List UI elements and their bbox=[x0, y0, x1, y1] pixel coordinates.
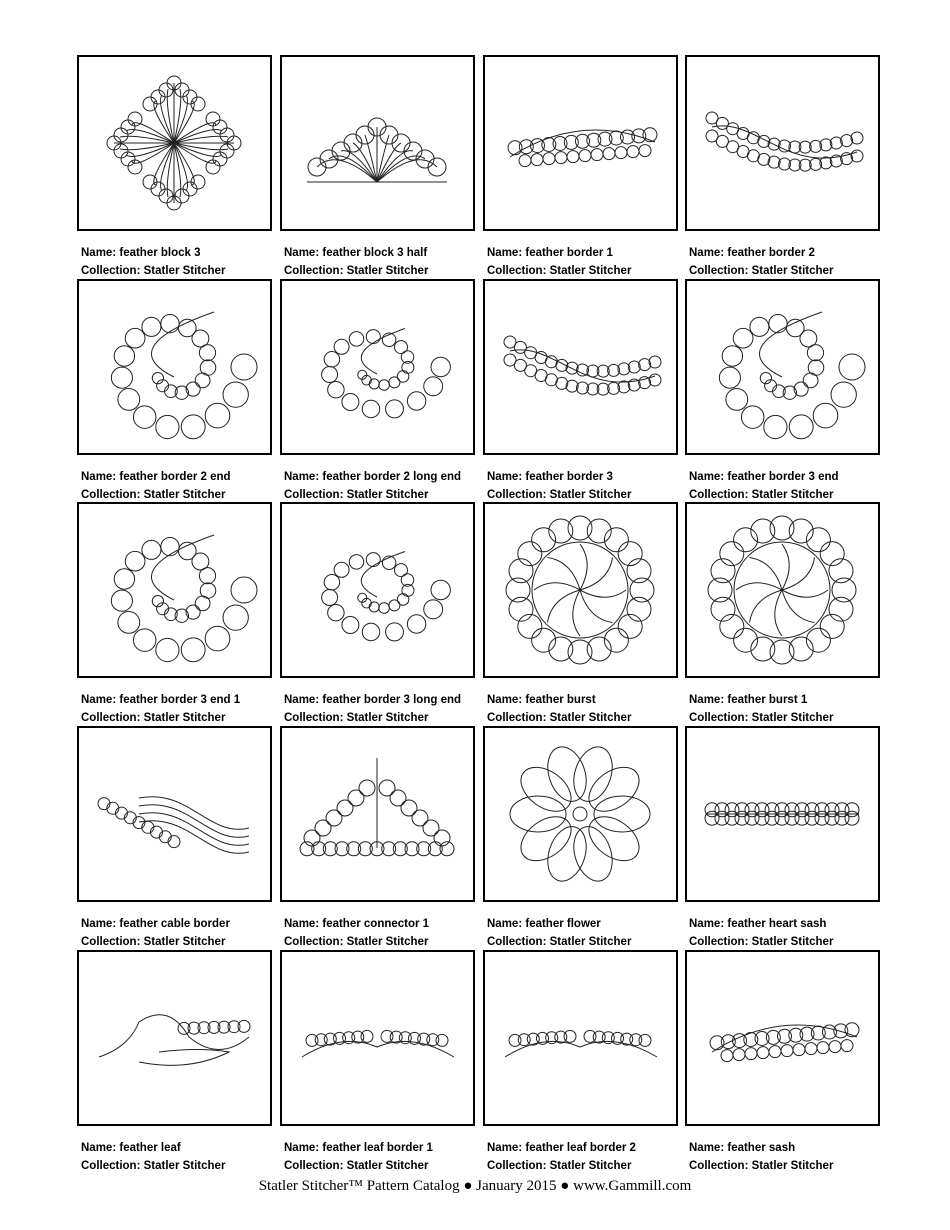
pattern-thumbnail bbox=[280, 726, 475, 902]
pattern-name-line: Name: feather heart sash bbox=[689, 918, 827, 930]
pattern-name: feather leaf border 1 bbox=[322, 1142, 433, 1154]
pattern-collection-line: Collection: Statler Stitcher bbox=[81, 936, 226, 948]
name-label: Name bbox=[487, 471, 519, 483]
pattern-name: feather border 3 end bbox=[727, 471, 839, 483]
pattern-name: feather leaf border 2 bbox=[525, 1142, 636, 1154]
pattern-thumbnail bbox=[685, 55, 880, 231]
pattern-meta bbox=[81, 468, 281, 504]
collection-label: Collection bbox=[689, 712, 745, 724]
pattern-name-line: Name: feather cable border bbox=[81, 918, 230, 930]
pattern-name: feather flower bbox=[525, 918, 601, 930]
pattern-collection-line: Collection: Statler Stitcher bbox=[487, 265, 632, 277]
pattern-meta bbox=[689, 244, 889, 280]
pattern-thumbnail bbox=[77, 55, 272, 231]
pattern-collection: Statler Stitcher bbox=[143, 712, 226, 724]
pattern-name-line: Name: feather block 3 half bbox=[284, 247, 428, 259]
pattern-collection: Statler Stitcher bbox=[346, 936, 429, 948]
pattern-name-line: Name: feather connector 1 bbox=[284, 918, 430, 930]
collection-label: Collection bbox=[81, 936, 137, 948]
collection-label: Collection bbox=[689, 936, 745, 948]
pattern-drawing bbox=[282, 952, 473, 1124]
pattern-drawing bbox=[485, 281, 676, 453]
pattern-collection-line: Collection: Statler Stitcher bbox=[81, 489, 226, 501]
pattern-meta bbox=[284, 691, 484, 727]
pattern-drawing bbox=[79, 504, 270, 676]
pattern-name: feather border 2 end bbox=[119, 471, 231, 483]
pattern-collection: Statler Stitcher bbox=[751, 1160, 834, 1172]
pattern-collection-line: Collection: Statler Stitcher bbox=[689, 1160, 834, 1172]
pattern-collection-line: Collection: Statler Stitcher bbox=[487, 489, 632, 501]
collection-label: Collection bbox=[284, 489, 340, 501]
name-label: Name bbox=[487, 247, 519, 259]
pattern-collection: Statler Stitcher bbox=[346, 489, 429, 501]
pattern-collection-line: Collection: Statler Stitcher bbox=[689, 489, 834, 501]
pattern-collection: Statler Stitcher bbox=[346, 1160, 429, 1172]
pattern-collection-line: Collection: Statler Stitcher bbox=[689, 936, 834, 948]
pattern-name: feather leaf bbox=[119, 1142, 181, 1154]
pattern-drawing bbox=[282, 281, 473, 453]
pattern-meta bbox=[81, 691, 281, 727]
collection-label: Collection bbox=[81, 712, 137, 724]
collection-label: Collection bbox=[689, 489, 745, 501]
pattern-collection: Statler Stitcher bbox=[346, 265, 429, 277]
pattern-thumbnail bbox=[77, 279, 272, 455]
name-label: Name bbox=[689, 247, 721, 259]
pattern-thumbnail bbox=[685, 726, 880, 902]
collection-label: Collection bbox=[487, 712, 543, 724]
pattern-collection-line: Collection: Statler Stitcher bbox=[284, 265, 429, 277]
pattern-drawing bbox=[485, 57, 676, 229]
pattern-thumbnail bbox=[280, 279, 475, 455]
pattern-name: feather block 3 half bbox=[322, 247, 428, 259]
pattern-name-line: Name: feather border 3 end 1 bbox=[81, 694, 241, 706]
pattern-name: feather burst bbox=[525, 694, 596, 706]
name-label: Name bbox=[689, 694, 721, 706]
pattern-collection-line: Collection: Statler Stitcher bbox=[284, 489, 429, 501]
pattern-name-line: Name: feather leaf border 1 bbox=[284, 1142, 433, 1154]
pattern-meta bbox=[487, 244, 687, 280]
pattern-collection: Statler Stitcher bbox=[143, 489, 226, 501]
pattern-meta bbox=[487, 915, 687, 951]
pattern-name-line: Name: feather sash bbox=[689, 1142, 796, 1154]
pattern-drawing bbox=[282, 728, 473, 900]
pattern-name-line: Name: feather border 3 end bbox=[689, 471, 839, 483]
pattern-collection: Statler Stitcher bbox=[549, 1160, 632, 1172]
pattern-thumbnail bbox=[685, 950, 880, 1126]
pattern-name-line: Name: feather leaf bbox=[81, 1142, 181, 1154]
pattern-drawing bbox=[79, 952, 270, 1124]
pattern-thumbnail bbox=[483, 279, 678, 455]
pattern-meta bbox=[487, 691, 687, 727]
pattern-collection: Statler Stitcher bbox=[143, 936, 226, 948]
pattern-thumbnail bbox=[685, 502, 880, 678]
pattern-name-line: Name: feather border 2 long end bbox=[284, 471, 462, 483]
pattern-name: feather border 2 bbox=[727, 247, 815, 259]
pattern-drawing bbox=[485, 728, 676, 900]
name-label: Name bbox=[689, 1142, 721, 1154]
name-label: Name bbox=[81, 247, 113, 259]
collection-label: Collection bbox=[487, 936, 543, 948]
pattern-collection-line: Collection: Statler Stitcher bbox=[487, 936, 632, 948]
pattern-name: feather block 3 bbox=[119, 247, 201, 259]
name-label: Name bbox=[487, 694, 519, 706]
pattern-meta bbox=[689, 468, 889, 504]
pattern-drawing bbox=[687, 504, 878, 676]
pattern-thumbnail bbox=[77, 726, 272, 902]
pattern-drawing bbox=[687, 952, 878, 1124]
pattern-collection: Statler Stitcher bbox=[751, 265, 834, 277]
pattern-name-line: Name: feather block 3 bbox=[81, 247, 201, 259]
pattern-drawing bbox=[687, 57, 878, 229]
pattern-name-line: Name: feather border 3 bbox=[487, 471, 613, 483]
pattern-drawing bbox=[282, 57, 473, 229]
pattern-meta bbox=[689, 1139, 889, 1175]
pattern-drawing bbox=[687, 728, 878, 900]
collection-label: Collection bbox=[81, 489, 137, 501]
pattern-collection: Statler Stitcher bbox=[751, 712, 834, 724]
pattern-name: feather sash bbox=[727, 1142, 796, 1154]
pattern-drawing bbox=[687, 281, 878, 453]
pattern-thumbnail bbox=[280, 55, 475, 231]
name-label: Name bbox=[284, 918, 316, 930]
catalog-footer: Statler Stitcher™ Pattern Catalog ● January 2015 ● www.Gammill.com bbox=[258, 1178, 692, 1194]
pattern-name-line: Name: feather border 3 long end bbox=[284, 694, 462, 706]
name-label: Name bbox=[81, 471, 113, 483]
pattern-collection-line: Collection: Statler Stitcher bbox=[487, 1160, 632, 1172]
pattern-thumbnail bbox=[280, 502, 475, 678]
name-label: Name bbox=[81, 918, 113, 930]
pattern-meta bbox=[689, 915, 889, 951]
pattern-name: feather border 3 end 1 bbox=[119, 694, 241, 706]
pattern-drawing bbox=[79, 728, 270, 900]
pattern-collection: Statler Stitcher bbox=[549, 936, 632, 948]
pattern-name: feather connector 1 bbox=[322, 918, 430, 930]
pattern-collection: Statler Stitcher bbox=[549, 489, 632, 501]
name-label: Name bbox=[284, 471, 316, 483]
pattern-drawing bbox=[282, 504, 473, 676]
collection-label: Collection bbox=[689, 1160, 745, 1172]
name-label: Name bbox=[487, 1142, 519, 1154]
pattern-meta bbox=[487, 1139, 687, 1175]
name-label: Name bbox=[284, 1142, 316, 1154]
pattern-collection: Statler Stitcher bbox=[549, 712, 632, 724]
pattern-meta bbox=[81, 244, 281, 280]
pattern-name-line: Name: feather border 2 bbox=[689, 247, 815, 259]
pattern-name: feather border 3 long end bbox=[322, 694, 462, 706]
pattern-thumbnail bbox=[483, 502, 678, 678]
collection-label: Collection bbox=[487, 265, 543, 277]
pattern-meta bbox=[689, 691, 889, 727]
pattern-drawing bbox=[485, 504, 676, 676]
pattern-meta bbox=[81, 915, 281, 951]
pattern-collection-line: Collection: Statler Stitcher bbox=[81, 712, 226, 724]
pattern-meta bbox=[284, 244, 484, 280]
pattern-meta bbox=[284, 915, 484, 951]
pattern-name: feather border 3 bbox=[525, 471, 613, 483]
pattern-drawing bbox=[485, 952, 676, 1124]
pattern-drawing bbox=[79, 57, 270, 229]
name-label: Name bbox=[284, 247, 316, 259]
pattern-collection: Statler Stitcher bbox=[143, 1160, 226, 1172]
pattern-collection-line: Collection: Statler Stitcher bbox=[284, 936, 429, 948]
pattern-collection-line: Collection: Statler Stitcher bbox=[284, 712, 429, 724]
pattern-name-line: Name: feather border 2 end bbox=[81, 471, 231, 483]
name-label: Name bbox=[284, 694, 316, 706]
pattern-thumbnail bbox=[483, 950, 678, 1126]
pattern-meta bbox=[284, 468, 484, 504]
pattern-name-line: Name: feather burst bbox=[487, 694, 596, 706]
pattern-collection: Statler Stitcher bbox=[346, 712, 429, 724]
pattern-name: feather heart sash bbox=[727, 918, 827, 930]
name-label: Name bbox=[689, 471, 721, 483]
collection-label: Collection bbox=[689, 265, 745, 277]
pattern-name-line: Name: feather flower bbox=[487, 918, 601, 930]
pattern-name: feather cable border bbox=[119, 918, 230, 930]
pattern-collection-line: Collection: Statler Stitcher bbox=[487, 712, 632, 724]
collection-label: Collection bbox=[487, 1160, 543, 1172]
pattern-meta bbox=[81, 1139, 281, 1175]
pattern-name-line: Name: feather burst 1 bbox=[689, 694, 808, 706]
pattern-name-line: Name: feather leaf border 2 bbox=[487, 1142, 636, 1154]
pattern-collection-line: Collection: Statler Stitcher bbox=[81, 265, 226, 277]
pattern-thumbnail bbox=[685, 279, 880, 455]
pattern-thumbnail bbox=[280, 950, 475, 1126]
name-label: Name bbox=[487, 918, 519, 930]
pattern-name-line: Name: feather border 1 bbox=[487, 247, 613, 259]
name-label: Name bbox=[689, 918, 721, 930]
name-label: Name bbox=[81, 694, 113, 706]
pattern-thumbnail bbox=[483, 55, 678, 231]
pattern-collection: Statler Stitcher bbox=[143, 265, 226, 277]
pattern-collection: Statler Stitcher bbox=[751, 489, 834, 501]
pattern-thumbnail bbox=[77, 502, 272, 678]
pattern-collection-line: Collection: Statler Stitcher bbox=[689, 265, 834, 277]
name-label: Name bbox=[81, 1142, 113, 1154]
collection-label: Collection bbox=[284, 712, 340, 724]
pattern-drawing bbox=[79, 281, 270, 453]
pattern-name: feather border 1 bbox=[525, 247, 613, 259]
pattern-name: feather border 2 long end bbox=[322, 471, 462, 483]
pattern-collection: Statler Stitcher bbox=[751, 936, 834, 948]
pattern-thumbnail bbox=[483, 726, 678, 902]
pattern-collection-line: Collection: Statler Stitcher bbox=[284, 1160, 429, 1172]
pattern-thumbnail bbox=[77, 950, 272, 1126]
pattern-collection-line: Collection: Statler Stitcher bbox=[81, 1160, 226, 1172]
collection-label: Collection bbox=[81, 265, 137, 277]
pattern-collection: Statler Stitcher bbox=[549, 265, 632, 277]
pattern-meta bbox=[487, 468, 687, 504]
collection-label: Collection bbox=[487, 489, 543, 501]
collection-label: Collection bbox=[81, 1160, 137, 1172]
collection-label: Collection bbox=[284, 1160, 340, 1172]
pattern-collection-line: Collection: Statler Stitcher bbox=[689, 712, 834, 724]
pattern-meta bbox=[284, 1139, 484, 1175]
collection-label: Collection bbox=[284, 936, 340, 948]
collection-label: Collection bbox=[284, 265, 340, 277]
pattern-name: feather burst 1 bbox=[727, 694, 808, 706]
